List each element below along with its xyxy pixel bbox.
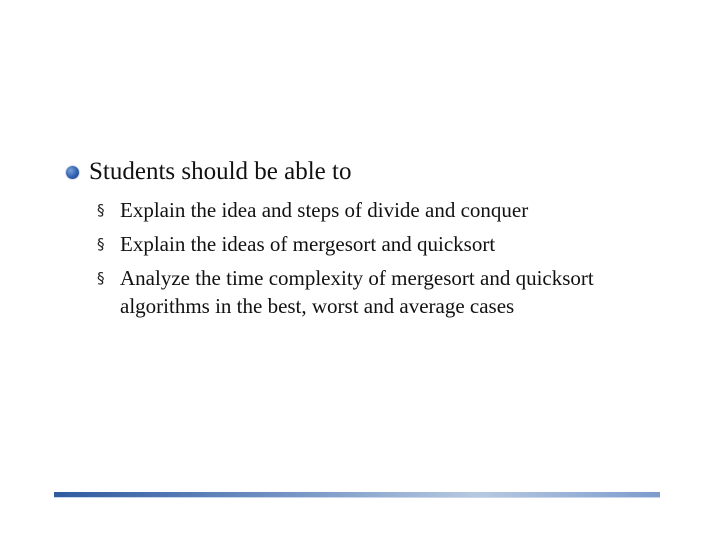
subpoint-item bbox=[97, 230, 657, 258]
subpoint-list bbox=[97, 196, 657, 326]
subpoint-text: Explain the idea and steps of divide and conquer bbox=[120, 198, 529, 222]
footer-divider bbox=[54, 492, 660, 497]
subpoint-item bbox=[97, 264, 657, 320]
main-bullet bbox=[66, 157, 351, 187]
section-sign-bullet-icon: § bbox=[97, 269, 105, 287]
subpoint-item bbox=[97, 196, 657, 224]
section-sign-bullet-icon: § bbox=[97, 201, 105, 219]
main-point-text: Students should be able to bbox=[89, 158, 352, 185]
subpoint-text: Analyze the time complexity of mergesort and quicksort algorithms in the best, worst and average cases bbox=[120, 266, 594, 318]
section-sign-bullet-icon: § bbox=[97, 235, 105, 253]
blue-dot-bullet-icon bbox=[66, 166, 79, 179]
subpoint-text: Explain the ideas of mergesort and quicksort bbox=[120, 232, 496, 256]
